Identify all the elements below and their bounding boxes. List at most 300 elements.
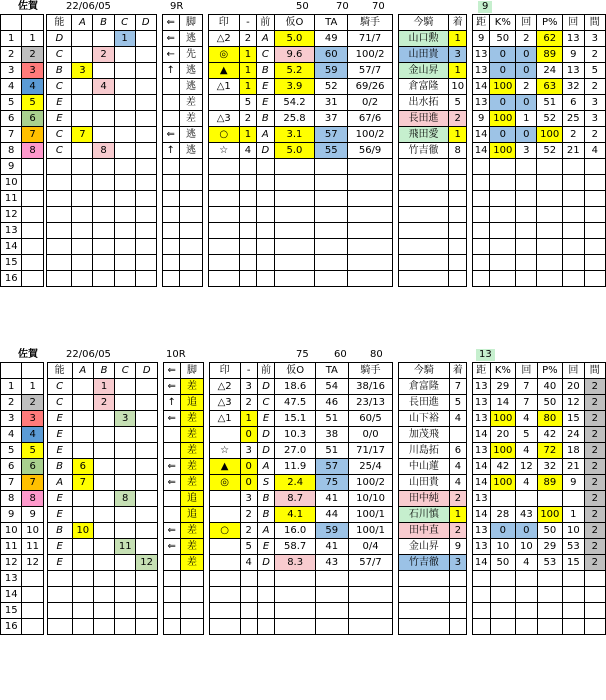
- cell-jockey: 0/0: [348, 427, 393, 443]
- cell-ta: 59: [315, 63, 348, 79]
- cell-p: 100: [537, 507, 563, 523]
- cell-mark: [209, 507, 240, 523]
- cell-c: [114, 159, 135, 175]
- cell-arr: [162, 239, 179, 255]
- cell-kai2: 13: [563, 31, 584, 47]
- cell-kyori: 9: [472, 111, 490, 127]
- cell-m1: [239, 223, 256, 239]
- cell-arr: ⇐: [163, 459, 180, 475]
- cell-ab: B: [47, 523, 72, 539]
- cell-chaku: 4: [449, 475, 467, 491]
- table-row[interactable]: [1, 443, 606, 459]
- cell-chaku: 6: [449, 443, 467, 459]
- cell-kyori: 13: [472, 523, 490, 539]
- cell-m2: C: [257, 47, 275, 63]
- cell-kai2: [563, 619, 584, 635]
- cell-mark: △3: [208, 111, 239, 127]
- cell-chaku: [449, 255, 467, 271]
- cell-n: 14: [1, 587, 22, 603]
- cell-ta: 51: [316, 443, 349, 459]
- cell-m1: 1: [239, 127, 256, 143]
- cell-c: [114, 175, 135, 191]
- column-header: P%: [537, 363, 563, 379]
- cell-ma: 2: [584, 395, 605, 411]
- cell-kai2: 12: [563, 395, 584, 411]
- cell-kai: [516, 587, 537, 603]
- cell-c: [114, 79, 135, 95]
- cell-kyaku: 差: [180, 555, 203, 571]
- cell-n: 9: [1, 507, 22, 523]
- cell-mark: [208, 271, 239, 287]
- cell-kai2: [563, 207, 584, 223]
- cell-chaku: 1: [449, 63, 467, 79]
- table-row[interactable]: [1, 571, 606, 587]
- table-row[interactable]: [1, 223, 606, 239]
- cell-a: [72, 395, 93, 411]
- cell-k: [490, 207, 516, 223]
- column-header: [1, 363, 22, 379]
- cell-ima: [399, 603, 450, 619]
- table-row[interactable]: [1, 143, 606, 159]
- cell-arr: ↑: [163, 395, 180, 411]
- cell-ab: C: [47, 47, 72, 63]
- cell-kyaku: [179, 271, 202, 287]
- cell-arr: ⇐: [162, 127, 179, 143]
- cell-c: [114, 223, 135, 239]
- table-row[interactable]: [1, 491, 606, 507]
- cell-ima: [398, 223, 449, 239]
- cell-p: 42: [537, 427, 563, 443]
- cell-m2: [257, 191, 275, 207]
- cell-p: 52: [537, 143, 563, 159]
- cell-g: 5: [22, 95, 43, 111]
- cell-ab: D: [47, 31, 72, 47]
- cell-m1: [240, 571, 257, 587]
- cell-kyori: 14: [472, 127, 490, 143]
- column-header: 印: [208, 15, 239, 31]
- cell-kai2: [563, 191, 584, 207]
- cell-kyaku: 逃: [179, 143, 202, 159]
- cell-b: [93, 191, 114, 207]
- cell-mark: [208, 255, 239, 271]
- cell-c: [114, 143, 135, 159]
- cell-b: [94, 427, 115, 443]
- cell-a: [72, 79, 93, 95]
- cell-m1: [239, 159, 256, 175]
- table-header-row: [1, 363, 606, 379]
- cell-mark: △1: [208, 79, 239, 95]
- cell-kyaku: 逃: [179, 63, 202, 79]
- cell-k: 20: [490, 427, 516, 443]
- cell-d: 12: [136, 555, 157, 571]
- cell-ta: 54: [316, 379, 349, 395]
- table-row[interactable]: [1, 603, 606, 619]
- cell-kari: [274, 191, 315, 207]
- cell-ab: [47, 587, 72, 603]
- cell-kai: 4: [516, 443, 537, 459]
- cell-n: 3: [1, 63, 22, 79]
- cell-m2: E: [257, 411, 275, 427]
- cell-kari: [274, 271, 315, 287]
- cell-m2: [257, 175, 275, 191]
- cell-n: 7: [1, 127, 22, 143]
- cell-ima: [398, 159, 449, 175]
- table-row[interactable]: [1, 175, 606, 191]
- cell-d: [135, 111, 156, 127]
- cell-d: [136, 571, 157, 587]
- cell-k: 0: [490, 63, 516, 79]
- cell-kai2: 9: [563, 475, 584, 491]
- cell-m1: 0: [240, 427, 257, 443]
- venue-label: 佐賀: [18, 1, 38, 12]
- cell-ima: [399, 571, 450, 587]
- cell-ab: C: [47, 395, 72, 411]
- cell-ima: [398, 271, 449, 287]
- cell-k: [490, 571, 516, 587]
- cell-n: 11: [1, 539, 22, 555]
- cell-mark: △2: [209, 379, 240, 395]
- table-row[interactable]: [1, 587, 606, 603]
- cell-b: [93, 111, 114, 127]
- cell-ta: 37: [315, 111, 348, 127]
- cell-ma: [584, 191, 606, 207]
- table-row[interactable]: [1, 427, 606, 443]
- cell-mark: △2: [208, 31, 239, 47]
- cell-ma: [584, 175, 606, 191]
- cell-g: 9: [22, 507, 43, 523]
- column-header: P%: [537, 15, 563, 31]
- table-row[interactable]: [1, 95, 606, 111]
- cell-a: [72, 239, 93, 255]
- cell-p: 63: [537, 79, 563, 95]
- cell-kai: [516, 619, 537, 635]
- cell-arr: ⇐: [163, 379, 180, 395]
- cell-kai2: 6: [563, 95, 584, 111]
- table-row[interactable]: [1, 239, 606, 255]
- cell-chaku: 3: [449, 555, 467, 571]
- cell-mark: [208, 223, 239, 239]
- table-row[interactable]: [1, 79, 606, 95]
- cell-b: [93, 95, 114, 111]
- table-row[interactable]: [1, 47, 606, 63]
- cell-m2: [257, 159, 275, 175]
- cell-k: 100: [490, 411, 516, 427]
- table-row[interactable]: [1, 271, 606, 287]
- cell-kyori: [472, 239, 490, 255]
- cell-g: 2: [22, 47, 43, 63]
- cell-m2: A: [257, 127, 275, 143]
- table-row[interactable]: [1, 111, 606, 127]
- cell-m2: [257, 587, 275, 603]
- cell-ab: C: [47, 143, 72, 159]
- column-header: 騎手: [348, 363, 393, 379]
- cell-ima: 出水拓: [398, 95, 449, 111]
- table-row[interactable]: [1, 31, 606, 47]
- cell-n: 2: [1, 395, 22, 411]
- table-row[interactable]: [1, 523, 606, 539]
- column-header: A: [72, 363, 93, 379]
- cell-c: [115, 523, 136, 539]
- cell-m2: A: [257, 523, 275, 539]
- cell-kyaku: [179, 191, 202, 207]
- cell-b: [93, 63, 114, 79]
- cell-a: [72, 443, 93, 459]
- cell-a: [72, 191, 93, 207]
- cell-mark: [209, 571, 240, 587]
- cell-kyori: 14: [472, 507, 490, 523]
- cell-n: 12: [1, 555, 22, 571]
- table-row[interactable]: [1, 475, 606, 491]
- table-row[interactable]: [1, 539, 606, 555]
- cell-c: 11: [115, 539, 136, 555]
- cell-jockey: 38/16: [348, 379, 393, 395]
- race-header: [0, 348, 606, 362]
- cell-g: 4: [22, 79, 43, 95]
- cell-k: 100: [490, 443, 516, 459]
- cell-d: [135, 63, 156, 79]
- cell-kai: [516, 223, 537, 239]
- cell-arr: [163, 603, 180, 619]
- cell-mark: ◎: [209, 475, 240, 491]
- cell-jockey: 0/4: [348, 539, 393, 555]
- cell-ta: [315, 255, 348, 271]
- cell-d: [136, 379, 157, 395]
- cell-kari: 3.9: [274, 79, 315, 95]
- cell-k: 100: [490, 79, 516, 95]
- cell-ta: [316, 603, 349, 619]
- cell-k: [490, 175, 516, 191]
- cell-ma: [584, 619, 605, 635]
- cell-d: [135, 271, 156, 287]
- cell-kai2: 53: [563, 539, 584, 555]
- column-header: 間: [584, 363, 605, 379]
- cell-chaku: [449, 239, 467, 255]
- cell-kai2: 10: [563, 523, 584, 539]
- cell-m1: 4: [239, 143, 256, 159]
- cell-c: 1: [114, 31, 135, 47]
- cell-c: [114, 207, 135, 223]
- cell-mark: [208, 175, 239, 191]
- cell-kyori: 13: [472, 395, 490, 411]
- cell-kai: 10: [516, 539, 537, 555]
- cell-ta: [315, 239, 348, 255]
- cell-m2: B: [257, 507, 275, 523]
- cell-a: [72, 619, 93, 635]
- cell-ab: [47, 619, 72, 635]
- cell-m1: 5: [240, 539, 257, 555]
- cell-ma: [584, 587, 605, 603]
- cell-kyaku: 差: [180, 523, 203, 539]
- cell-n: 10: [1, 523, 22, 539]
- cell-kai: 5: [516, 427, 537, 443]
- cell-b: [93, 239, 114, 255]
- cell-a: [72, 555, 93, 571]
- cell-ima: [398, 255, 449, 271]
- cell-kyaku: 差: [180, 539, 203, 555]
- cell-mark: ☆: [208, 143, 239, 159]
- table-row[interactable]: [1, 459, 606, 475]
- cell-ma: [584, 571, 605, 587]
- cell-m2: D: [257, 379, 275, 395]
- table-row[interactable]: [1, 555, 606, 571]
- cell-m2: B: [257, 491, 275, 507]
- cell-ma: 2: [584, 127, 606, 143]
- cell-jockey: 100/1: [348, 523, 393, 539]
- cell-m1: 0: [240, 475, 257, 491]
- cell-m1: 2: [240, 507, 257, 523]
- column-header: 脚: [179, 15, 202, 31]
- cell-m2: D: [257, 555, 275, 571]
- table-row[interactable]: [1, 395, 606, 411]
- table-row[interactable]: [1, 619, 606, 635]
- cell-k: [490, 159, 516, 175]
- cell-p: 72: [537, 443, 563, 459]
- cell-n: 4: [1, 79, 22, 95]
- cell-a: 10: [72, 523, 93, 539]
- cell-k: [490, 239, 516, 255]
- cell-p: 51: [537, 95, 563, 111]
- table-row[interactable]: [1, 507, 606, 523]
- cell-ima: 竹吉徹: [399, 555, 450, 571]
- cell-p: [537, 159, 563, 175]
- table-row[interactable]: [1, 255, 606, 271]
- column-header: [1, 15, 22, 31]
- cell-kyaku: 差: [180, 459, 203, 475]
- distance-number: 9: [478, 1, 492, 13]
- cell-kyori: [472, 571, 490, 587]
- cell-kari: 5.0: [274, 31, 315, 47]
- cell-ima: [398, 239, 449, 255]
- cell-mark: △3: [209, 395, 240, 411]
- cell-k: 100: [490, 143, 516, 159]
- cell-ma: 2: [584, 555, 605, 571]
- cell-ab: E: [47, 111, 72, 127]
- cell-ma: [584, 239, 606, 255]
- cell-b: [94, 555, 115, 571]
- cell-d: [136, 443, 157, 459]
- cell-kari: 8.3: [275, 555, 316, 571]
- cell-g: [22, 603, 43, 619]
- table-row[interactable]: [1, 411, 606, 427]
- column-header: -: [240, 363, 257, 379]
- cell-d: [135, 223, 156, 239]
- table-row[interactable]: [1, 379, 606, 395]
- cell-kai: [516, 239, 537, 255]
- cell-mark: [209, 555, 240, 571]
- cell-m2: [257, 223, 275, 239]
- column-header: [22, 363, 43, 379]
- cell-ab: [47, 255, 72, 271]
- column-header: [22, 15, 43, 31]
- cell-m1: [239, 239, 256, 255]
- cell-mark: [208, 159, 239, 175]
- cell-m1: [239, 255, 256, 271]
- cell-kai: 0: [516, 523, 537, 539]
- cell-ma: 3: [584, 31, 606, 47]
- cell-mark: [209, 427, 240, 443]
- cell-ima: 田中直: [399, 523, 450, 539]
- cell-k: [490, 271, 516, 287]
- cell-arr: [162, 255, 179, 271]
- cell-ta: 57: [316, 459, 349, 475]
- cell-ma: 3: [584, 111, 606, 127]
- cell-a: [72, 571, 93, 587]
- cell-n: 9: [1, 159, 22, 175]
- table-row[interactable]: [1, 127, 606, 143]
- cell-n: 16: [1, 619, 22, 635]
- table-row[interactable]: [1, 159, 606, 175]
- cell-p: [537, 239, 563, 255]
- cell-m1: 1: [240, 411, 257, 427]
- cell-kari: 16.0: [275, 523, 316, 539]
- table-row[interactable]: [1, 191, 606, 207]
- table-row[interactable]: [1, 63, 606, 79]
- cell-kai2: 25: [563, 111, 584, 127]
- cell-ima: 倉富隆: [399, 379, 450, 395]
- cell-ma: [584, 223, 606, 239]
- cell-mark: [209, 491, 240, 507]
- column-header: 回: [516, 363, 537, 379]
- cell-m1: 0: [240, 459, 257, 475]
- column-header: 距: [472, 363, 490, 379]
- cell-ma: 2: [584, 47, 606, 63]
- race-table-10r: [0, 362, 606, 635]
- cell-n: 10: [1, 175, 22, 191]
- cell-ta: 43: [316, 555, 349, 571]
- cell-kai2: 2: [563, 127, 584, 143]
- cell-g: [22, 619, 43, 635]
- cell-kai: 0: [516, 47, 537, 63]
- cell-kai2: [563, 271, 584, 287]
- cell-d: [136, 427, 157, 443]
- cell-chaku: [449, 587, 467, 603]
- cell-chaku: [449, 619, 467, 635]
- race-table-9r: [0, 14, 606, 287]
- cell-p: 50: [537, 523, 563, 539]
- cell-kyori: [472, 587, 490, 603]
- table-row[interactable]: [1, 207, 606, 223]
- cell-c: [115, 427, 136, 443]
- cell-jockey: 23/13: [348, 395, 393, 411]
- cell-a: 7: [72, 475, 93, 491]
- cell-k: 0: [490, 523, 516, 539]
- cell-kari: 54.2: [274, 95, 315, 111]
- cell-kyaku: [179, 207, 202, 223]
- cell-n: 15: [1, 603, 22, 619]
- cell-kyori: 14: [472, 79, 490, 95]
- cell-d: [136, 507, 157, 523]
- cell-c: [114, 239, 135, 255]
- cell-a: [72, 207, 93, 223]
- cell-jockey: [348, 587, 393, 603]
- cell-n: 6: [1, 111, 22, 127]
- cell-kyori: [472, 223, 490, 239]
- cell-ma: [584, 159, 606, 175]
- cell-arr: ⇐: [163, 523, 180, 539]
- cell-b: 2: [94, 395, 115, 411]
- cell-n: 8: [1, 491, 22, 507]
- cell-kai: 43: [516, 507, 537, 523]
- cell-a: [72, 491, 93, 507]
- cell-chaku: 2: [449, 491, 467, 507]
- cell-arr: [163, 587, 180, 603]
- column-header: B: [93, 15, 114, 31]
- cell-ima: 飛田愛: [398, 127, 449, 143]
- cell-kyaku: 差: [180, 427, 203, 443]
- cell-ab: [47, 175, 72, 191]
- cell-kari: 10.3: [275, 427, 316, 443]
- cell-kyori: 13: [472, 539, 490, 555]
